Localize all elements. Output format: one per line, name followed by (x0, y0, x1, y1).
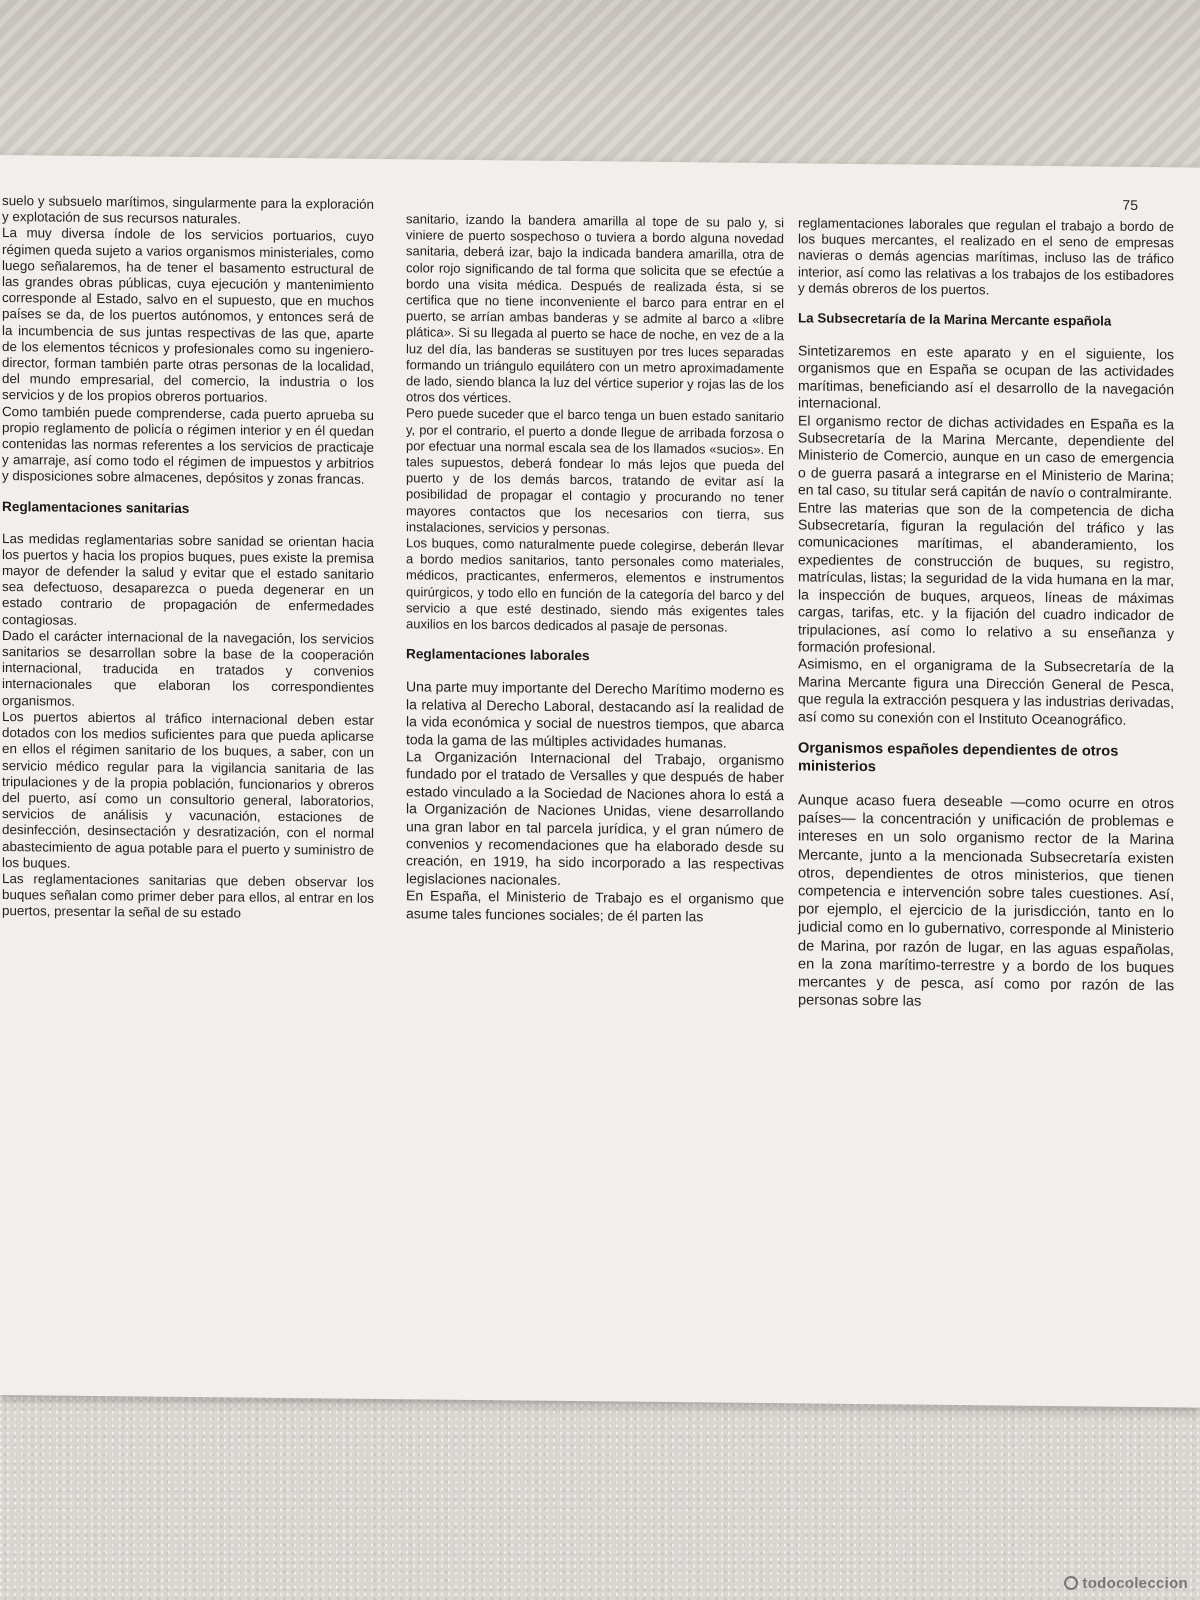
watermark-text: todocoleccion (1082, 1575, 1188, 1592)
text-column-2 (406, 211, 784, 926)
section-heading: Organismos españoles dependientes de otros ministerios (798, 740, 1119, 776)
watermark-logo-icon (1064, 1576, 1078, 1590)
book-page (0, 155, 1200, 1408)
paragraph: Asimismo, en el organigrama de la Subsecretaría de la Marina Mercante figura una Dirección General de Pesca, que regula la extracción pesquera y las industrias derivadas, así como su conexión con el Instituto Oceanográfico. (798, 655, 1174, 728)
paragraph: Como también puede comprenderse, cada puerto aprueba su propio reglamento de policía o régimen interior y en él quedan contenidas las normas referentes a los servicios de practicaje y amarraje, así como todo el régimen de impuestos y arbitrios y disposiciones sobre almacenes, depósitos y zonas francas. (2, 403, 374, 488)
section-heading: La Subsecretaría de la Marina Mercante española (798, 310, 1112, 329)
section-heading: Reglamentaciones laborales (406, 646, 590, 664)
text-column-1 (2, 193, 374, 923)
paragraph: Dado el carácter internacional de la navegación, los servicios sanitarios se desarrollan sobre la base de la cooperación internacional, traducida en tratados y convenios internacionales que elaboran los correspondientes organismos. (2, 627, 374, 709)
paragraph: reglamentaciones laborales que regulan el trabajo a bordo de los buques mercantes, el realizado en el seno de empresas navieras o demás agencias marítimas, incluso las de tráfico interior, así como las relativas a los trabajos de los estibadores y demás obreros de los puertos. (798, 215, 1174, 298)
paragraph: Pero puede suceder que el barco tenga un buen estado sanitario y, por el contrario, el puerto a donde llegue de arribada forzosa o por efectuar una normal escala sea de los llamados «sucios». En tales supuestos, deberá fondear lo más lejos que pueda del puerto y de los demás barcos, tratando de evitar así la posibilidad de propagar el contagio y procurando no tener mayores contactos que los necesarios con tierra, sus instalaciones, servicios y personas. (406, 405, 784, 537)
table-surface (0, 1380, 1200, 1600)
paragraph: sanitario, izando la bandera amarilla al tope de su palo y, si viniere de puerto sospechoso o tuviera a bordo alguna novedad sanitaria, deberá izar, bajo la indicada bandera amarilla, otra de color rojo significando de tal forma que solicita que se efectúe a bordo una visita médica. Después de realizada ésta, si se certifica que no tiene inconveniente el barco para entrar en el puerto, se arrían ambas banderas y se admite al barco a «libre plática». Si su llegada al puerto se hace de noche, en vez de a la luz del día, las banderas se sustituyen por tres luces separadas formando un triángulo equilátero con un metro aproximadamente de lado, siendo blanca la luz del vértice superior y rojas las de los otros dos vértices. (406, 211, 784, 406)
wall-background (0, 0, 1200, 180)
paragraph: Las medidas reglamentarias sobre sanidad se orientan hacia los puertos y hacia los propios buques, pues existe la premisa mayor de defender la salud y evitar que el estado sanitario sea defectuoso, desaparezca o pueda degenerar en un estado contrario de propagación de enfermedades contagiosas. (2, 530, 374, 628)
paragraph: Sintetizaremos en este aparato y en el siguiente, los organismos que en España se ocupan de las actividades marítimas, beneficiando así el desarrollo de la navegación internacional. (798, 342, 1174, 412)
paragraph: La muy diversa índole de los servicios portuarios, cuyo régimen queda sujeto a varios organismos ministeriales, como luego señalaremos, ha de tener el basamento estructural de las grandes obras públicas, cuya ejecución y mantenimiento corresponde al Estado, salvo en el supuesto, que en muchos países se da, de los puertos autónomos, y entonces será de la incumbencia de sus juntas respectivas de las que, aparte de los elementos técnicos y profesionales como su ingeniero-director, forman también parte otras personas de la localidad, del mundo empresarial, del comercio, la industria o los servicios y de los propios obreros portuarios. (2, 225, 374, 406)
text-column-3 (798, 215, 1174, 1013)
paragraph: Entre las materias que son de la competencia de dicha Subsecretaría, figuran la regulación del tráfico y las comunicaciones marítimas, el abanderamiento, los expedientes de construcción de buques, su registro, matrículas, listas; la seguridad de la vida humana en la mar, la inspección de buques, arqueos, líneas de máximas cargas, tarifas, etc. y la fijación del cuadro indicador de tripulaciones, así como lo relativo a su enseñanza y formación profesional. (798, 499, 1174, 656)
paragraph: suelo y subsuelo marítimos, singularmente para la exploración y explotación de sus recursos naturales. (2, 193, 374, 227)
paragraph: En España, el Ministerio de Trabajo es el organismo que asume tales funciones sociales; de él parten las (406, 887, 784, 924)
paragraph: Aunque acaso fuera deseable —como ocurre en otros países— la concentración y unificación de problemas e intereses en un solo organismo rector de la Marina Mercante, junto a la mencionada Subsecretaría existen otros, dependientes de otros ministerios, que tienen competencia e intervención sobre tales cuestiones. Así, por ejemplo, el ejercicio de la jurisdicción, tanto en lo judicial como en lo gubernativo, corresponde al Ministerio de Marina, por razón de lugar, en las aguas españolas, en la zona marítimo-terrestre y a bordo de los buques mercantes y de pesca, así como por razón de las personas sobre las (798, 792, 1174, 1010)
paragraph: Los puertos abiertos al tráfico internacional deben estar dotados con los medios suficientes para que pueda aplicarse en ellos el régimen sanitario de los buques, a saber, con un servicio médico regular para la vigilancia sanitaria de las tripulaciones y de la propia población, funcionarios y obreros del puerto, así como un consultorio general, laboratorios, servicios de análisis y vacunación, estaciones de desinfección, desinsectación y desratización, con el normal abastecimiento de agua potable para el puerto y suministro de los buques. (2, 708, 374, 871)
paragraph: La Organización Internacional del Trabajo, organismo fundado por el tratado de Versalles y que después de haber estado vinculado a la Sociedad de Naciones ahora lo está a la Organización de Naciones Unidas, viene desarrollando una gran labor en tal parcela jurídica, y el gran número de convenios y recomendaciones que ha elaborado desde su creación, en 1919, ha sido incorporado a las respectivas legislaciones nacionales. (406, 748, 784, 888)
page-number: 75 (1122, 196, 1138, 213)
paragraph: Una parte muy importante del Derecho Marítimo moderno es la relativa al Derecho Laboral, destacando así la realidad de la vida económica y social de nuestros tiempos, que abarca toda la gama de las múltiples actividades humanas. (406, 678, 784, 751)
paragraph: Los buques, como naturalmente puede colegirse, deberán llevar a bordo medios sanitarios, tanto personales como materiales, médicos, practicantes, enfermeros, elementos e instrumentos quirúrgicos, y todo ello en función de la categoría del barco y del servicio a que esté destinado, siendo más exigentes tales auxilios en los barcos dedicados al pasaje de personas. (406, 535, 784, 635)
watermark (1064, 1575, 1188, 1592)
paragraph: Las reglamentaciones sanitarias que deben observar los buques señalan como primer deber para ellos, al entrar en los puertos, presentar la señal de su estado (2, 870, 374, 921)
section-heading: Reglamentaciones sanitarias (2, 498, 190, 516)
paragraph: El organismo rector de dichas actividades en España es la Subsecretaría de la Marina Mercante, dependiente del Ministerio de Comercio, aunque en un caso de emergencia o de guerra pasará a integrarse en el Ministerio de Marina; en tal caso, su titular será capitán de navío o contralmirante. (798, 411, 1174, 502)
